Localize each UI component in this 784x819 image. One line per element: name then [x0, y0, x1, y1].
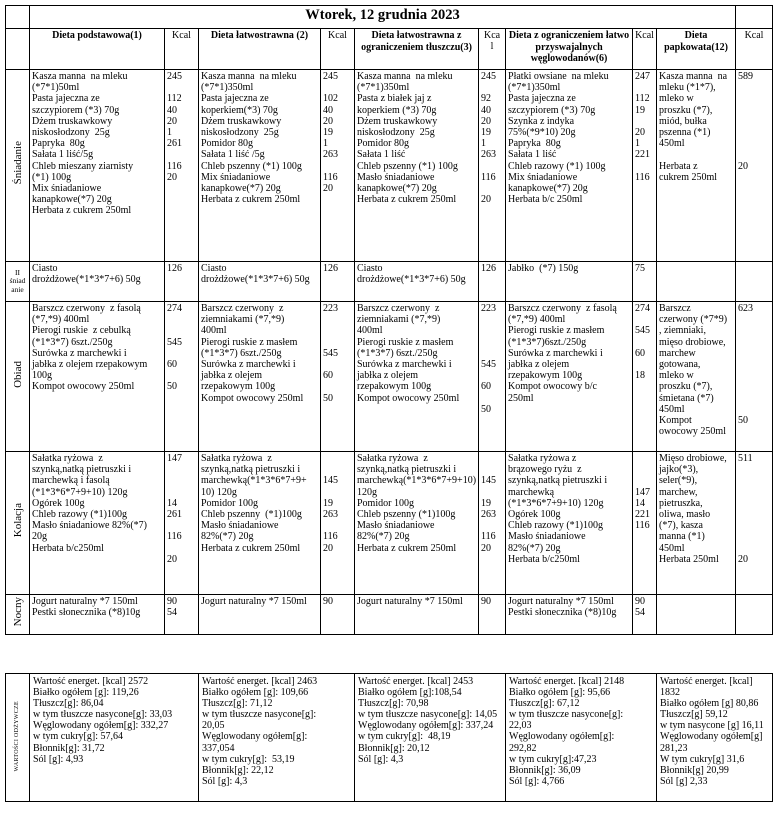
- kcal-cell: 245 102 40 20 19 1 263 116 20: [321, 70, 355, 262]
- kcal-cell: 623 50: [736, 302, 773, 452]
- kcal-cell: 589 20: [736, 70, 773, 262]
- menu-cell: Ciasto drożdżowe(*1*3*7+6) 50g: [355, 262, 479, 302]
- menu-cell: Jogurt naturalny *7 150ml: [199, 595, 321, 635]
- corner-cell: [6, 6, 30, 29]
- menu-cell: Jabłko (*7) 150g: [506, 262, 633, 302]
- kcal-cell: 126: [479, 262, 506, 302]
- menu-cell: Kasza manna na mleku (*7*1)50ml Pasta jajeczna ze szczypiorem (*3) 70g Dżem truskawkowy niskosłodzony 25g Papryka 80g Sałata 1 liść/5g Chleb mieszany ziarnisty (*1) 100g Mix śniadaniowe kanapkowe(*7) 20g Herbata z cukrem 250ml: [30, 70, 165, 262]
- kcal-header: Kcal: [633, 29, 657, 70]
- menu-cell: Ciasto drożdżowe(*1*3*7+6) 50g: [199, 262, 321, 302]
- meal-label: Obiad: [11, 360, 24, 388]
- meal-row-night: [6, 595, 773, 635]
- nutrition-label: WARTOŚCI ODŻYWCZE: [13, 700, 20, 772]
- meal-label: Śniadanie: [11, 141, 24, 185]
- meal-row-second-breakfast: [6, 262, 773, 302]
- menu-cell: Jogurt naturalny *7 150ml Pestki słonecznika (*8)10g: [506, 595, 633, 635]
- menu-cell: Barszcz czerwony z ziemniakami (*7,*9) 400ml Pierogi ruskie z masłem (*1*3*7) 6szt./250g Surówka z marchewki i jabłka z olejem rzepakowym 100g Kompot owocowy 250ml: [199, 302, 321, 452]
- nutrition-cell-diet-1: Wartość energet. [kcal] 2572 Białko ogółem [g]: 119,26 Tłuszcz[g]: 86,04 w tym tłuszcze nasycone[g]: 33,03 Węglowodany ogółem[g]: 332,27 w tym cukry[g]: 57,64 Błonnik[g]: 31,72 Sól [g]: 4,93: [30, 674, 199, 802]
- kcal-cell: 145 19 263 116 20: [321, 452, 355, 595]
- menu-cell: Sałatka ryżowa z szynką,natką pietruszki i marchewką(*1*3*6*7+9+ 10) 120g Pomidor 100g Chleb pszenny (*1)100g Masło śniadaniowe 82%(*7) 20g Herbata z cukrem 250ml: [199, 452, 321, 595]
- menu-cell: Jogurt naturalny *7 150ml Pestki słonecznika (*8)10g: [30, 595, 165, 635]
- meal-row-breakfast: [6, 70, 773, 262]
- menu-cell: Kasza manna na mleku (*7*1)350ml Pasta jajeczna ze koperkiem(*3) 70g Dżem truskawkowy niskosłodzony 25g Pomidor 80g Sałata 1 liść /5g Chleb pszenny (*1) 100g Mix śniadaniowe kanapkowe(*7) 20g Herbata z cukrem 250ml: [199, 70, 321, 262]
- meal-label-cell: [6, 70, 30, 262]
- diet-header-12: Dieta papkowata(12): [657, 29, 736, 70]
- meal-label-cell: [6, 595, 30, 635]
- nutrition-table: [5, 673, 773, 802]
- meal-label-cell: [6, 452, 30, 595]
- kcal-cell: [736, 262, 773, 302]
- menu-cell: Barszcz czerwony (*7*9) , ziemniaki, mięso drobiowe, marchew gotowana, mleko w proszku (*7), śmietana (*7) 450ml Kompot owocowy 250ml: [657, 302, 736, 452]
- menu-sheet: [5, 5, 773, 635]
- nutrition-cell-diet-3: Wartość energet. [kcal] 2453 Białko ogółem [g]:108,54 Tłuszcz[g]: 70,98 w tym tłuszcze nasycone[g]: 14,05 Węglowodany ogółem[g]: 337,24 w tym cukry[g]: 48,19 Błonnik[g]: 20,12 Sól [g]: 4,3: [355, 674, 506, 802]
- kcal-header: Kcal: [736, 29, 773, 70]
- menu-table: [5, 5, 773, 635]
- menu-cell: [657, 595, 736, 635]
- kcal-cell: 126: [321, 262, 355, 302]
- corner-cell-right: [736, 6, 773, 29]
- kcal-cell: 274 545 60 50: [165, 302, 199, 452]
- kcal-header: Kcal: [165, 29, 199, 70]
- nutrition-cell-diet-12: Wartość energet. [kcal] 1832 Białko ogółem [g] 80,86 Tłuszcz[g] 59,12 w tym nasycone [g] 16,11 Węglowodany ogółem[g] 281,23 W tym cukry[g] 31,6 Błonnik[g] 20,99 Sól [g] 2,33: [657, 674, 773, 802]
- nutrition-cell-diet-2: Wartość energet. [kcal] 2463 Białko ogółem [g]: 109,66 Tłuszcz[g]: 71,12 w tym tłuszcze nasycone[g]: 20,05 Węglowodany ogółem[g]: 337,054 w tym cukry[g]: 53,19 Błonnik[g]: 22,12 Sól [g]: 4,3: [199, 674, 355, 802]
- nutrition-section: [5, 673, 773, 802]
- diet-header-2: Dieta łatwostrawna (2): [199, 29, 321, 70]
- page-title: Wtorek, 12 grudnia 2023: [30, 6, 736, 29]
- menu-cell: [657, 262, 736, 302]
- menu-cell: Kasza manna na mleku (*1*7), mleko w proszku (*7), miód, bułka pszenna (*1) 450ml Herbata z cukrem 250ml: [657, 70, 736, 262]
- kcal-cell: 145 19 263 116 20: [479, 452, 506, 595]
- header-row: [6, 29, 773, 70]
- menu-cell: Barszcz czerwony z fasolą (*7,*9) 400ml Pierogi ruskie z cebulką (*1*3*7) 6szt./250g Surówka z marchewki i jabłka z olejem rzepakowym 100g Kompot owocowy 250ml: [30, 302, 165, 452]
- kcal-header: Kcal: [321, 29, 355, 70]
- kcal-cell: 90: [479, 595, 506, 635]
- diet-header-6: Dieta z ograniczeniem łatwo przyswajalnych węglowodanów(6): [506, 29, 633, 70]
- kcal-cell: 75: [633, 262, 657, 302]
- kcal-cell: 245 92 40 20 19 1 263 116 20: [479, 70, 506, 262]
- kcal-cell: 274 545 60 18: [633, 302, 657, 452]
- menu-cell: Mięso drobiowe, jajko(*3), seler(*9), marchew, pietruszka, oliwa, masło (*7), kasza manna (*1) 450ml Herbata 250ml: [657, 452, 736, 595]
- kcal-cell: 90 54: [633, 595, 657, 635]
- kcal-cell: 511 20: [736, 452, 773, 595]
- kcal-cell: 245 112 40 20 1 261 116 20: [165, 70, 199, 262]
- menu-cell: Barszcz czerwony z fasolą (*7,*9) 400ml Pierogi ruskie z masłem (*1*3*7)6szt./250g Surówka z marchewki i jabłka z olejem rzepakowym 100g Kompot owocowy b/c 250ml: [506, 302, 633, 452]
- meal-row-dinner: [6, 452, 773, 595]
- kcal-cell: [736, 595, 773, 635]
- menu-cell: Sałatka ryżowa z szynką,natką pietruszki i marchewką(*1*3*6*7+9+10) 120g Pomidor 100g Chleb pszenny (*1)100g Masło śniadaniowe 82%(*7) 20g Herbata z cukrem 250ml: [355, 452, 479, 595]
- menu-cell: Ciasto drożdżowe(*1*3*7+6) 50g: [30, 262, 165, 302]
- meal-label: Kolacja: [11, 503, 24, 538]
- diet-header-1: Dieta podstawowa(1): [30, 29, 165, 70]
- menu-cell: Jogurt naturalny *7 150ml: [355, 595, 479, 635]
- header-empty: [6, 29, 30, 70]
- kcal-cell: 247 112 19 20 1 221 116: [633, 70, 657, 262]
- kcal-cell: 90: [321, 595, 355, 635]
- kcal-cell: 126: [165, 262, 199, 302]
- menu-cell: Sałatka ryżowa z szynką,natką pietruszki i marchewką i fasolą (*1*3*6*7+9+10) 120g Ogórek 100g Chleb razowy (*1)100g Masło śniadaniowe 82%(*7) 20g Herbata b/c250ml: [30, 452, 165, 595]
- meal-label: Nocny: [11, 597, 24, 627]
- diet-header-3: Dieta łatwostrawna z ograniczeniem tłuszczu(3): [355, 29, 479, 70]
- menu-cell: Sałatka ryżowa z brązowego ryżu z szynką,natką pietruszki i marchewką (*1*3*6*7+9+10) 120g Ogórek 100g Chleb razowy (*1)100g Masło śniadaniowe 82%(*7) 20g Herbata b/c250ml: [506, 452, 633, 595]
- meal-label-cell: [6, 302, 30, 452]
- kcal-cell: 147 14 221 116: [633, 452, 657, 595]
- kcal-cell: 90 54: [165, 595, 199, 635]
- kcal-cell: 147 14 261 116 20: [165, 452, 199, 595]
- nutrition-cell-diet-6: Wartość energet. [kcal] 2148 Białko ogółem [g]: 95,66 Tłuszcz[g]: 67,12 w tym tłuszcze nasycone[g]: 22,03 Węglowodany ogółem[g]: 292,82 w tym cukry[g]:47,23 Błonnik[g]: 36,09 Sól [g]: 4,766: [506, 674, 657, 802]
- menu-cell: Płatki owsiane na mleku (*7*1)350ml Pasta jajeczna ze szczypiorem (*3) 70g Szynka z indyka 75%(*9*10) 20g Papryka 80g Sałata 1 liść Chleb razowy (*1) 100g Mix śniadaniowe kanapkowe(*7) 20g Herbata b/c 250ml: [506, 70, 633, 262]
- menu-cell: Kasza manna na mleku (*7*1)350ml Pasta z białek jaj z koperkiem (*3) 70g Dżem truskawkowy niskosłodzony 25g Pomidor 80g Sałata 1 liść Chleb pszenny (*1) 100g Masło śniadaniowe kanapkowe(*7) 20g Herbata z cukrem 250ml: [355, 70, 479, 262]
- meal-row-lunch: [6, 302, 773, 452]
- kcal-header: Kca l: [479, 29, 506, 70]
- menu-cell: Barszcz czerwony z ziemniakami (*7,*9) 400ml Pierogi ruskie z masłem (*1*3*7) 6szt./250g Surówka z marchewki i jabłka z olejem rzepakowym 100g Kompot owocowy 250ml: [355, 302, 479, 452]
- meal-label: II śniad anie: [6, 262, 30, 302]
- kcal-cell: 223 545 60 50: [321, 302, 355, 452]
- nutrition-label-cell: [6, 674, 30, 802]
- kcal-cell: 223 545 60 50: [479, 302, 506, 452]
